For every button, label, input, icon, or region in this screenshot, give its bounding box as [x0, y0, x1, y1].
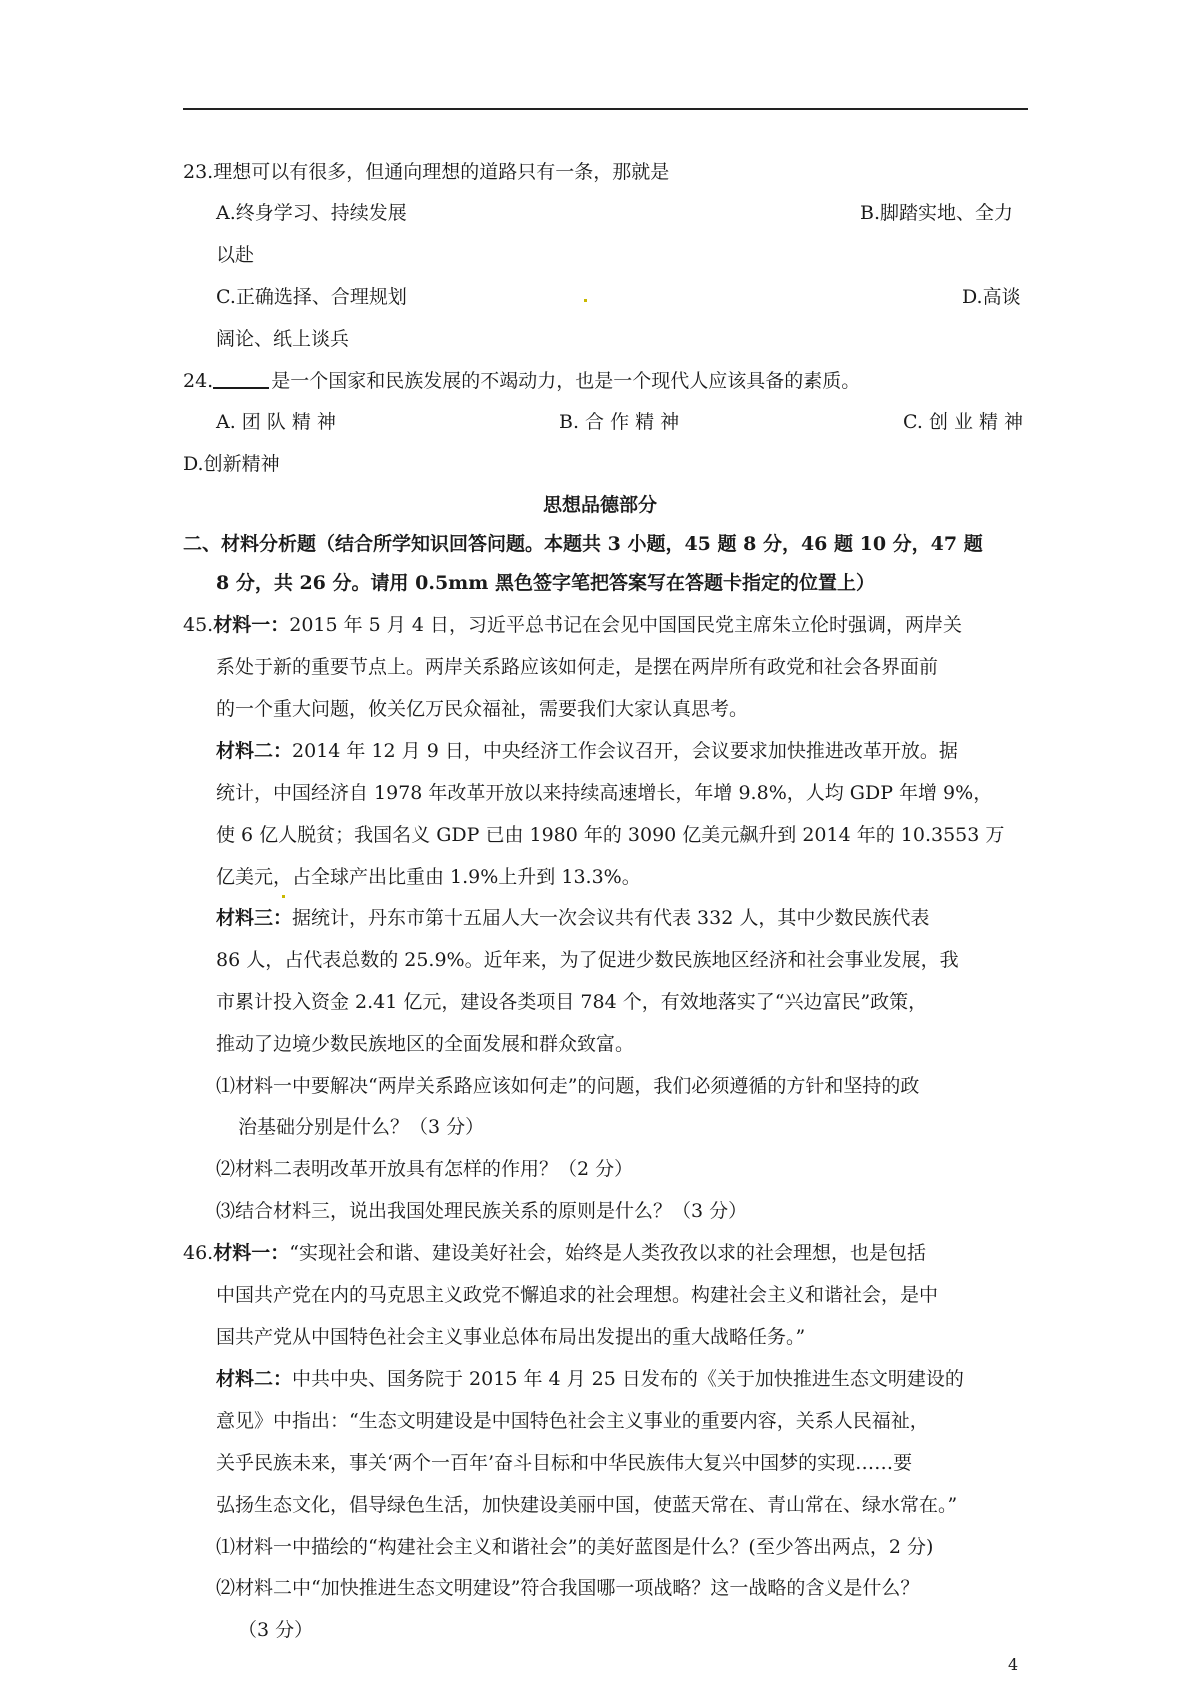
q45-subquestion3: ⑶结合材料三，说出我国处理民族关系的原则是什么？（3 分）: [216, 1200, 748, 1222]
q24-stem: 是一个国家和民族发展的不竭动力，也是一个现代人应该具备的素质。: [271, 370, 861, 392]
q45-material1-line1: [183, 613, 962, 637]
q45-material1-line3: 的一个重大问题，攸关亿万民众福祉，需要我们大家认真思考。: [216, 698, 749, 720]
q23-option-a: A.终身学习、持续发展: [216, 202, 407, 224]
q23-option-d-cont: 阔论、纸上谈兵: [216, 328, 350, 350]
stray-mark: [584, 299, 587, 302]
q24-number: 24.: [183, 370, 214, 392]
header-rule: [183, 108, 1028, 110]
q46-material2-label: 材料二：: [216, 1368, 293, 1390]
q45-subquestion2: ⑵材料二表明改革开放具有怎样的作用？（2 分）: [216, 1158, 634, 1180]
q24-option-d: D.创新精神: [183, 453, 280, 475]
q45-number: 45.: [183, 614, 214, 636]
q23-option-c: C.正确选择、合理规划: [216, 286, 407, 308]
q45-subquestion1-line1: ⑴材料一中要解决“两岸关系路应该如何走”的问题，我们必须遵循的方针和坚持的政: [216, 1075, 920, 1097]
answer-blank: [213, 369, 269, 389]
q23-option-b: B.脚踏实地、全力: [860, 202, 1014, 224]
q46-subquestion2-line2: （3 分）: [238, 1619, 314, 1641]
q45-material3-line3: 市累计投入资金 2.41 亿元，建设各类项目 784 个，有效地落实了“兴边富民”政策，: [216, 991, 928, 1013]
q45-material3-label: 材料三：: [216, 907, 293, 929]
q23-stem: 23.理想可以有很多，但通向理想的道路只有一条，那就是: [183, 161, 670, 183]
q23-option-d: D.高谈: [962, 286, 1021, 308]
section-title: 思想品德部分: [542, 494, 657, 516]
q45-material1-label: 材料一：: [213, 614, 290, 636]
q45-material2-line2: 统计，中国经济自 1978 年改革开放以来持续高速增长，年增 9.8%，人均 GDP 年增 9%，: [216, 782, 993, 804]
q45-material2-line4: 亿美元，占全球产出比重由 1.9%上升到 13.3%。: [216, 866, 641, 888]
q45-material3-text: 据统计，丹东市第十五届人大一次会议共有代表 332 人，其中少数民族代表: [292, 907, 930, 929]
q24-option-a: A. 团 队 精 神: [216, 411, 336, 433]
q46-number: 46.: [183, 1242, 214, 1264]
q45-material2-label: 材料二：: [216, 740, 293, 762]
q46-subquestion1: ⑴材料一中描绘的“构建社会主义和谐社会”的美好蓝图是什么？(至少答出两点，2 分): [216, 1536, 934, 1558]
q46-material1-line3: 国共产党从中国特色社会主义事业总体布局出发提出的重大战略任务。”: [216, 1326, 806, 1348]
q45-material1-line2: 系处于新的重要节点上。两岸关系路应该如何走，是摆在两岸所有政党和社会各界面前: [216, 656, 939, 678]
q45-material2-line3: 使 6 亿人脱贫；我国名义 GDP 已由 1980 年的 3090 亿美元飙升到 2014 年的 10.3553 万: [216, 824, 1005, 846]
q46-material1-line2: 中国共产党在内的马克思主义政党不懈追求的社会理想。构建社会主义和谐社会，是中: [216, 1284, 939, 1306]
q46-material1-text: “实现社会和谐、建设美好社会，始终是人类孜孜以求的社会理想，也是包括: [289, 1242, 926, 1264]
q45-subquestion1-line2: 治基础分别是什么？（3 分）: [238, 1116, 485, 1138]
q46-material2-line3: 关乎民族未来，事关‘两个一百年’奋斗目标和中华民族伟大复兴中国梦的实现……要: [216, 1452, 913, 1474]
q46-material1-line1: [183, 1241, 926, 1265]
q45-material3-line4: 推动了边境少数民族地区的全面发展和群众致富。: [216, 1033, 635, 1055]
q45-material3-line2: 86 人，占代表总数的 25.9%。近年来，为了促进少数民族地区经济和社会事业发展，我: [216, 949, 959, 971]
q46-material1-label: 材料一：: [213, 1242, 290, 1264]
page-number: 4: [1008, 1655, 1019, 1674]
q45-material2-text: 2014 年 12 月 9 日，中央经济工作会议召开，会议要求加快推进改革开放。据: [292, 740, 958, 762]
stray-mark-2: [282, 895, 285, 898]
q46-material2-line4: 弘扬生态文化，倡导绿色生活，加快建设美丽中国，使蓝天常在、青山常在、绿水常在。”: [216, 1494, 958, 1516]
q46-material2-line2: 意见》中指出：“生态文明建设是中国特色社会主义事业的重要内容，关系人民福祉，: [216, 1410, 929, 1432]
q46-subquestion2-line1: ⑵材料二中“加快推进生态文明建设”符合我国哪一项战略？这一战略的含义是什么？: [216, 1577, 920, 1599]
q45-material2-line1: [216, 739, 958, 763]
part2-instructions-line1: 二、材料分析题（结合所学知识回答问题。本题共 3 小题，45 题 8 分，46 题 10 分，47 题: [183, 533, 983, 555]
q45-material3-line1: [216, 906, 929, 930]
q45-material1-text: 2015 年 5 月 4 日，习近平总书记在会见中国国民党主席朱立伦时强调，两岸关: [289, 614, 962, 636]
q24-option-c: C. 创 业 精 神: [903, 411, 1024, 433]
q46-material2-text: 中共中央、国务院于 2015 年 4 月 25 日发布的《关于加快推进生态文明建设的: [292, 1368, 964, 1390]
part2-instructions-line2: 8 分，共 26 分。请用 0.5mm 黑色签字笔把答案写在答题卡指定的位置上）: [216, 572, 875, 594]
q46-material2-line1: [216, 1367, 964, 1391]
q24-option-b: B. 合 作 精 神: [559, 411, 680, 433]
q23-option-b-cont: 以赴: [216, 244, 255, 266]
q24-stem-line: [183, 369, 860, 393]
